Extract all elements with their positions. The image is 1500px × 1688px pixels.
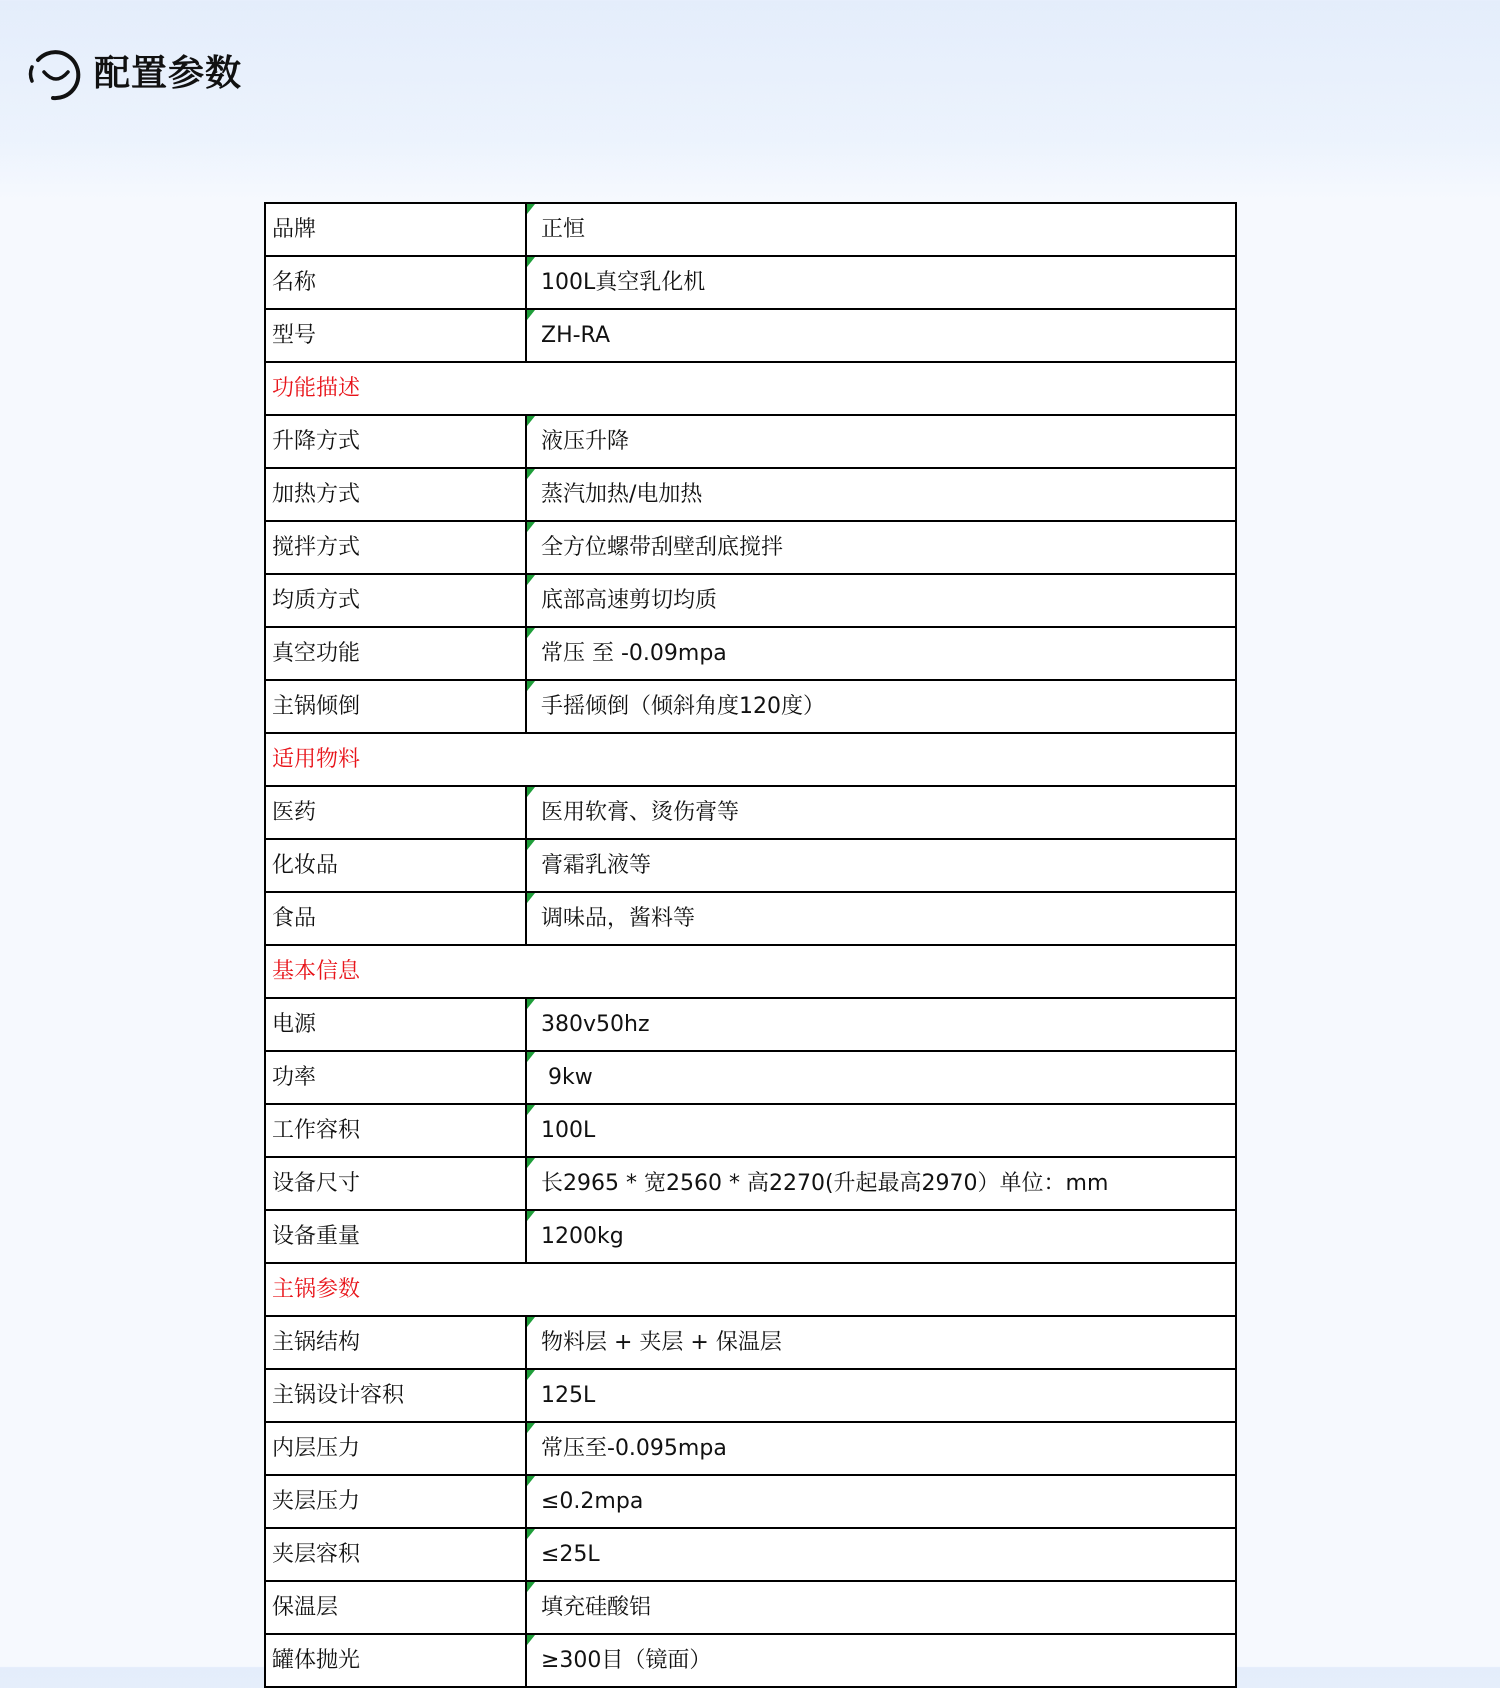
spec-value: 9kw [526,1051,1236,1104]
spec-value: 全方位螺带刮壁刮底搅拌 [526,521,1236,574]
smile-icon [26,45,84,103]
table-row [265,256,1236,309]
table-row [265,998,1236,1051]
table-row [265,574,1236,627]
section-header-row [265,733,1236,786]
table-row [265,839,1236,892]
page-header [26,44,242,104]
table-row [265,680,1236,733]
section-title: 主锅参数 [265,1263,1236,1316]
table-row [265,1157,1236,1210]
table-row [265,468,1236,521]
spec-label: 主锅设计容积 [265,1369,526,1422]
spec-value: 底部高速剪切均质 [526,574,1236,627]
table-row [265,1581,1236,1634]
spec-label: 罐体抛光 [265,1634,526,1687]
table-row [265,1369,1236,1422]
spec-table [264,202,1237,1688]
page-title: 配置参数 [94,53,243,94]
spec-value: 100L [526,1104,1236,1157]
section-title: 基本信息 [265,945,1236,998]
spec-value: 调味品，酱料等 [526,892,1236,945]
table-row [265,786,1236,839]
spec-value: 125L [526,1369,1236,1422]
spec-value: 正恒 [526,203,1236,256]
spec-label: 化妆品 [265,839,526,892]
spec-label: 升降方式 [265,415,526,468]
spec-label: 均质方式 [265,574,526,627]
table-row [265,627,1236,680]
spec-value: 液压升降 [526,415,1236,468]
spec-value: 膏霜乳液等 [526,839,1236,892]
spec-value: ≥300目（镜面） [526,1634,1236,1687]
section-header-row [265,1263,1236,1316]
table-row [265,415,1236,468]
spec-value: ≤25L [526,1528,1236,1581]
spec-value: ≤0.2mpa [526,1475,1236,1528]
section-title: 功能描述 [265,362,1236,415]
spec-value: 物料层 + 夹层 + 保温层 [526,1316,1236,1369]
spec-value: 医用软膏、烫伤膏等 [526,786,1236,839]
spec-value: 1200kg [526,1210,1236,1263]
spec-label: 主锅倾倒 [265,680,526,733]
spec-value: 填充硅酸铝 [526,1581,1236,1634]
table-row [265,309,1236,362]
table-row [265,1528,1236,1581]
spec-label: 名称 [265,256,526,309]
table-row [265,521,1236,574]
spec-label: 真空功能 [265,627,526,680]
spec-table-body [265,203,1236,1687]
spec-label: 食品 [265,892,526,945]
spec-label: 搅拌方式 [265,521,526,574]
spec-label: 医药 [265,786,526,839]
spec-label: 加热方式 [265,468,526,521]
table-row [265,1475,1236,1528]
table-row [265,1104,1236,1157]
spec-label: 工作容积 [265,1104,526,1157]
spec-value: 蒸汽加热/电加热 [526,468,1236,521]
spec-value: 380v50hz [526,998,1236,1051]
spec-value: 常压 至 -0.09mpa [526,627,1236,680]
spec-label: 品牌 [265,203,526,256]
spec-label: 保温层 [265,1581,526,1634]
section-title: 适用物料 [265,733,1236,786]
table-row [265,1316,1236,1369]
spec-label: 设备尺寸 [265,1157,526,1210]
section-header-row [265,945,1236,998]
spec-value: 长2965 * 宽2560 * 高2270(升起最高2970）单位：mm [526,1157,1236,1210]
spec-value: 常压至-0.095mpa [526,1422,1236,1475]
table-row [265,892,1236,945]
table-row [265,1051,1236,1104]
spec-label: 夹层容积 [265,1528,526,1581]
table-row [265,1210,1236,1263]
spec-label: 内层压力 [265,1422,526,1475]
spec-label: 电源 [265,998,526,1051]
table-row [265,1634,1236,1687]
section-header-row [265,362,1236,415]
spec-label: 夹层压力 [265,1475,526,1528]
spec-label: 功率 [265,1051,526,1104]
spec-label: 设备重量 [265,1210,526,1263]
spec-value: ZH-RA [526,309,1236,362]
spec-label: 型号 [265,309,526,362]
table-row [265,203,1236,256]
spec-label: 主锅结构 [265,1316,526,1369]
table-row [265,1422,1236,1475]
spec-value: 手摇倾倒（倾斜角度120度） [526,680,1236,733]
spec-value: 100L真空乳化机 [526,256,1236,309]
